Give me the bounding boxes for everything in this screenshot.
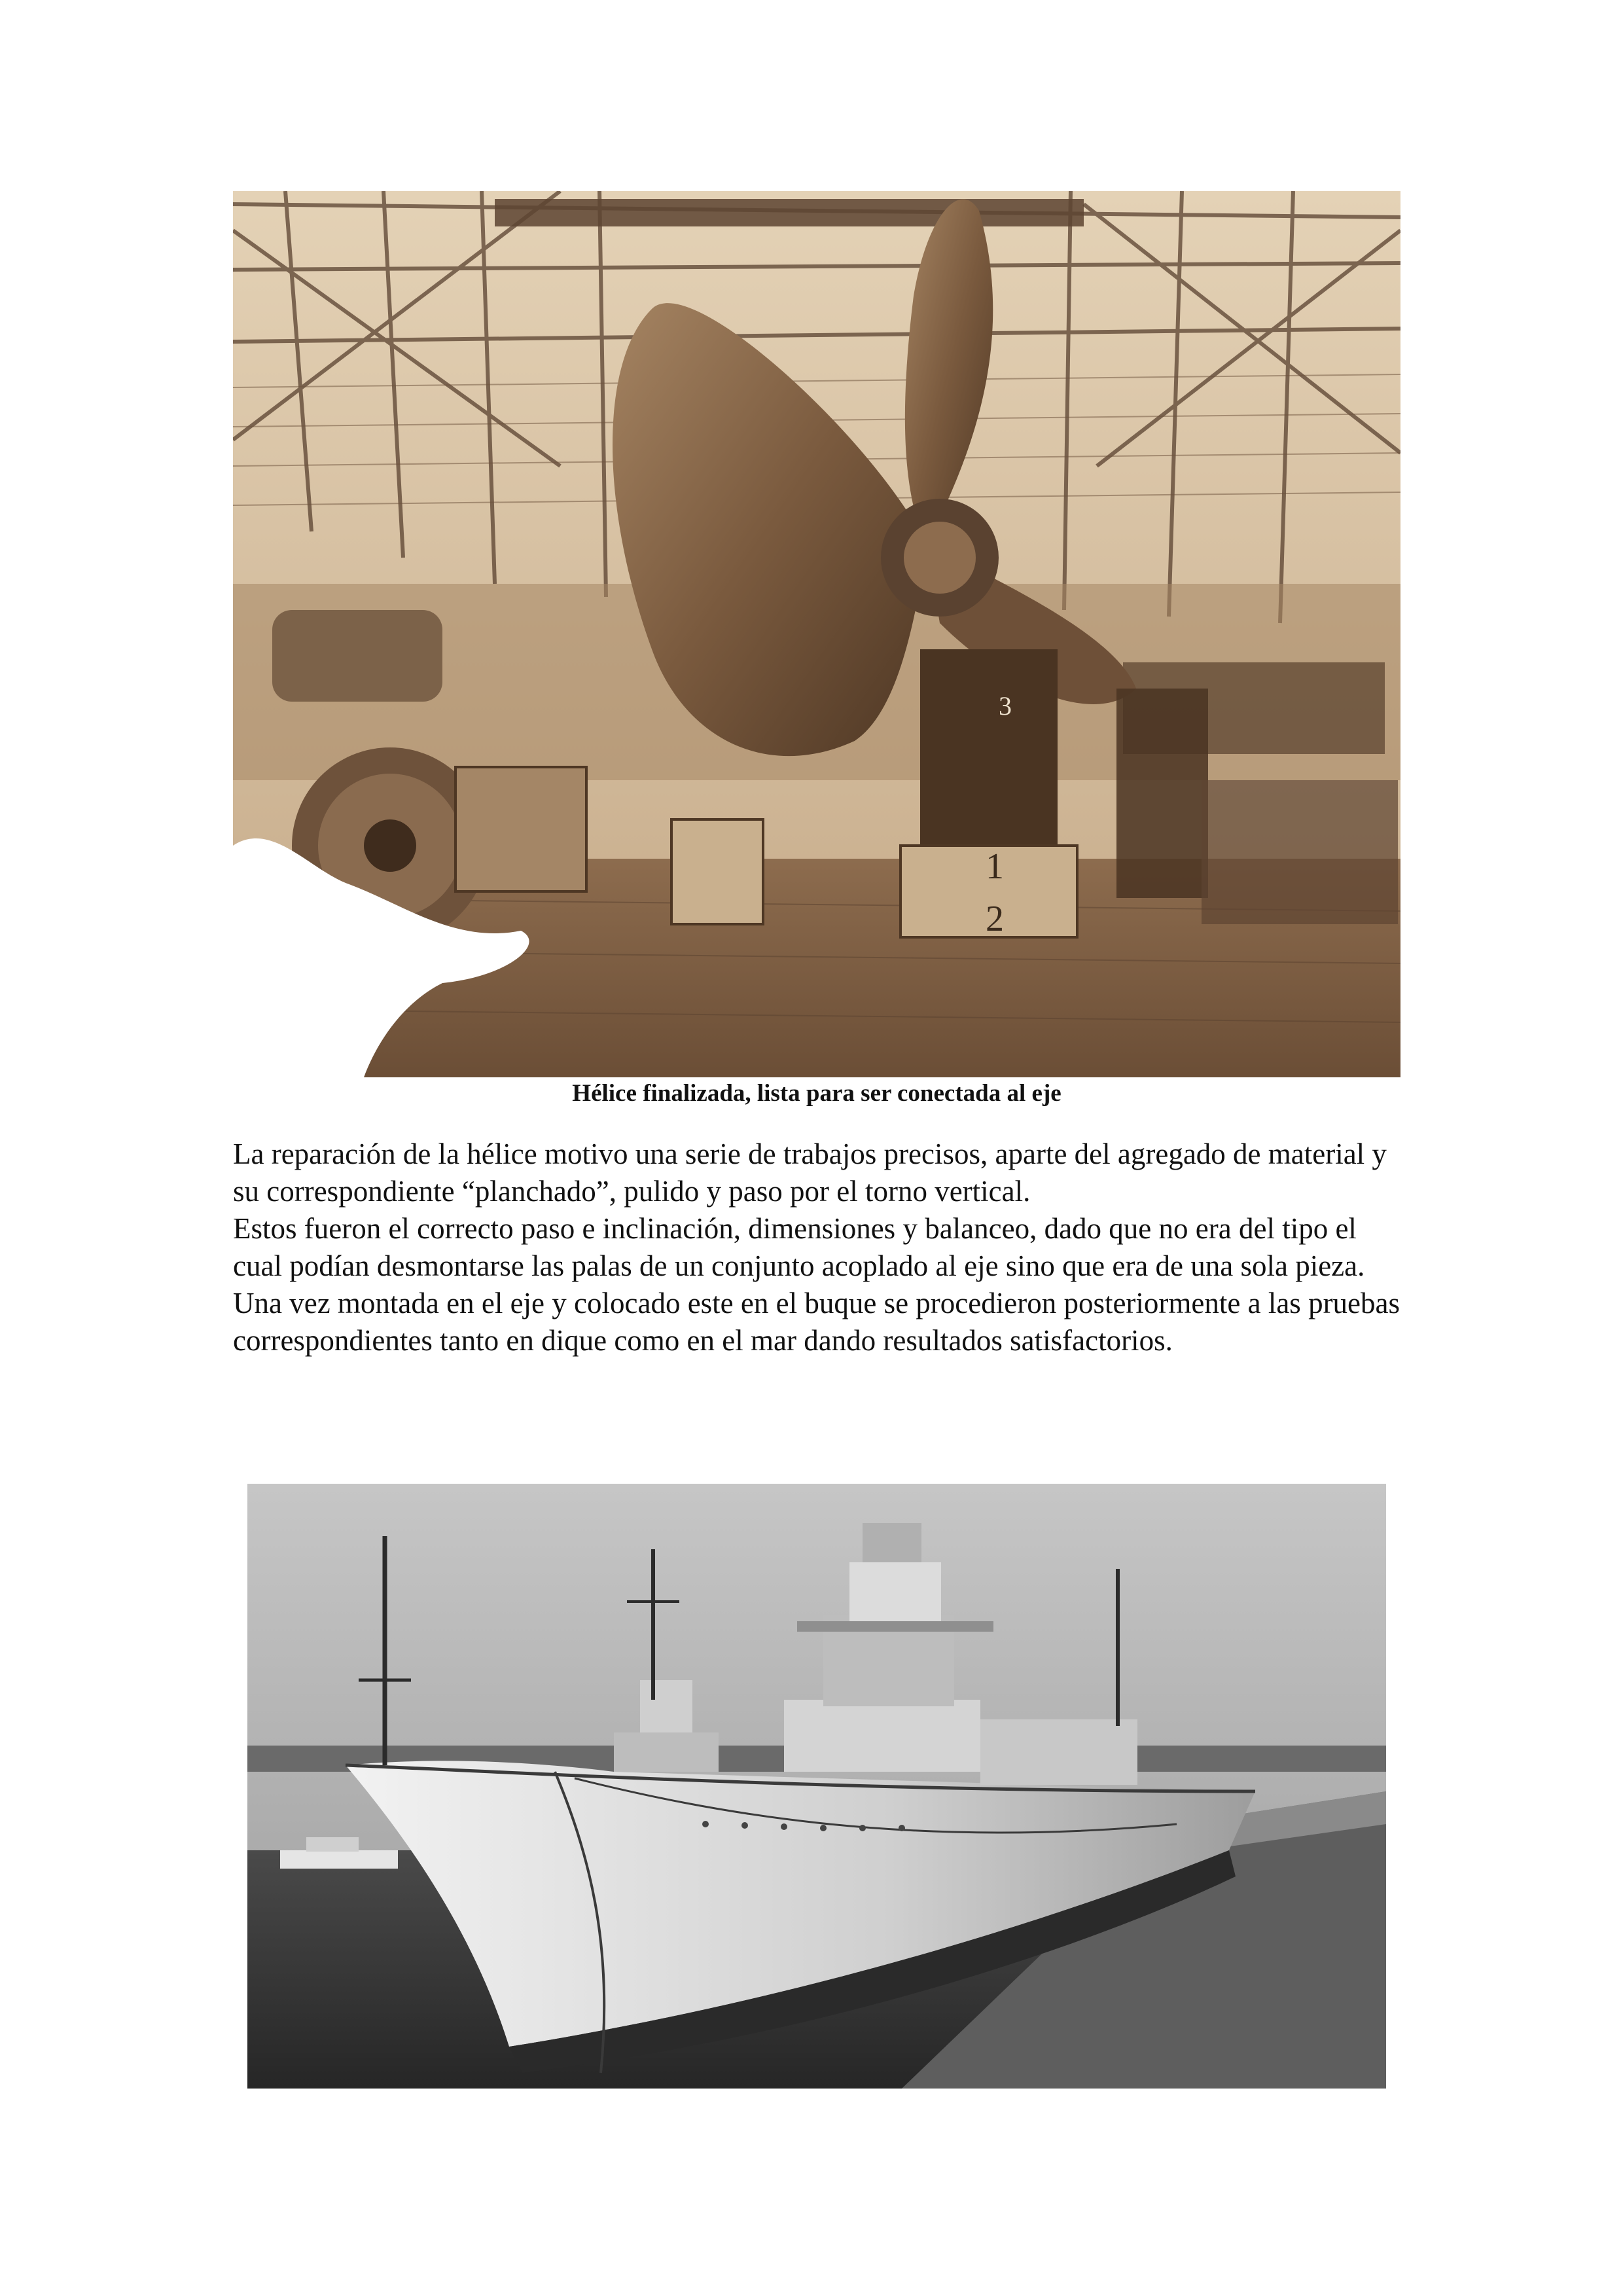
paragraph: Estos fueron el correcto paso e inclinación, dimensiones y balanceo, dado que no era del tipo el cual podían desmontarse las palas de un conjunto acoplado al eje sino que era de una sola pieza.: [233, 1212, 1365, 1282]
photo-caption: Hélice finalizada, lista para ser conectada al eje: [572, 1080, 1061, 1107]
stand-number-3: 3: [999, 691, 1012, 721]
body-text: [233, 1136, 1404, 1359]
block-number-2: 2: [986, 899, 1004, 939]
block-number-1: 1: [986, 846, 1004, 887]
propeller-workshop-photo: [233, 191, 1400, 1077]
paragraph: Una vez montada en el eje y colocado este en el buque se procedieron posteriormente a las pruebas correspondientes tanto en dique como en el mar dando resultados satisfactorios.: [233, 1287, 1400, 1357]
cruiser-docked-photo: [247, 1484, 1386, 2089]
paragraph: La reparación de la hélice motivo una serie de trabajos precisos, aparte del agregado de material y su correspondiente “planchado”, pulido y paso por el torno vertical.: [233, 1138, 1387, 1208]
